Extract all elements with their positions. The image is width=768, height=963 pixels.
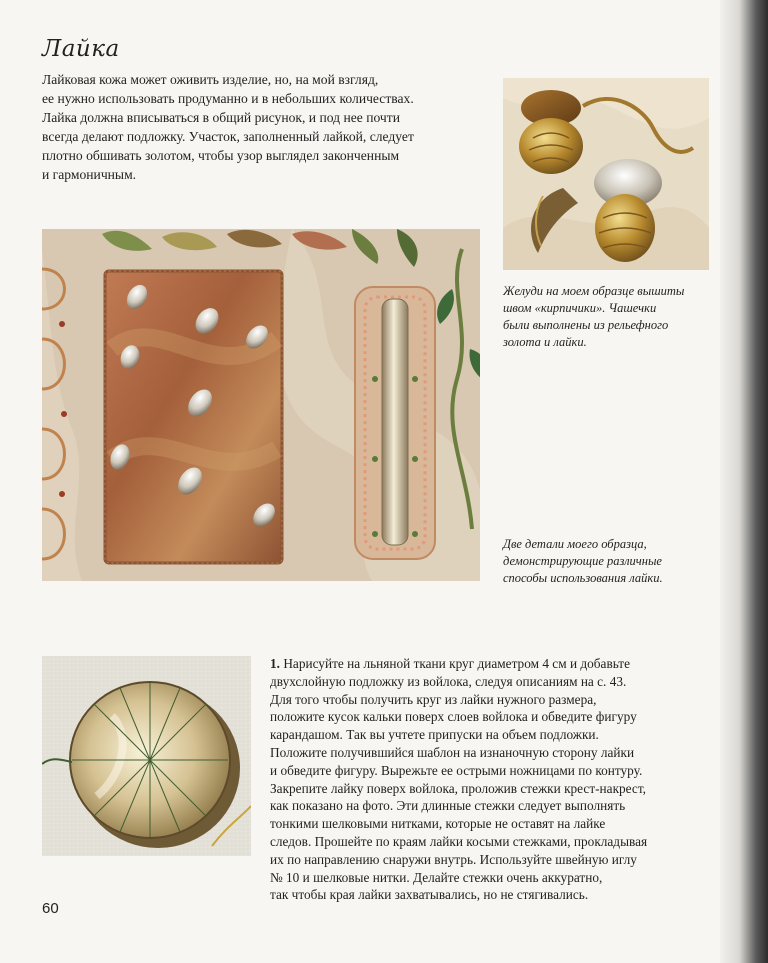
page-title: Лайка [42, 36, 120, 62]
step-line: № 10 и шелковые нитки. Делайте стежки очень аккуратно, [270, 869, 603, 885]
caption-line: золота и лайки. [503, 335, 587, 349]
intro-line: и гармоничным. [42, 167, 137, 182]
kid-leather-circle-illustration [42, 656, 251, 856]
step-line: двухслойную подложку из войлока, следуя описаниям на с. 43. [270, 673, 627, 689]
step-line: Нарисуйте на льняной ткани круг диаметром 4 см и добавьте [283, 656, 631, 671]
step-first-line [270, 655, 710, 673]
intro-line: Лайка должна вписываться в общий рисунок, и под нее почти [42, 110, 400, 125]
step-line: положите кусок кальки поверх слоев войлока и обведите фигуру [270, 709, 637, 725]
caption-line: способы использования лайки. [503, 571, 663, 585]
step-line: Закрепите лайку поверх войлока, проложив стежки крест-накрест, [270, 780, 646, 796]
step-line: карандашом. Так вы учтете припуски на объем подложки. [270, 727, 599, 743]
step-line: тонкими шелковыми нитками, которые не оставят на лайке [270, 816, 606, 832]
book-spine-shadow [720, 0, 768, 963]
acorns-caption [503, 283, 713, 351]
intro-paragraph [42, 70, 482, 184]
acorns-photo [503, 78, 709, 270]
intro-line: ее нужно использовать продуманно и в небольших количествах. [42, 91, 414, 106]
step-photo [42, 656, 251, 856]
step-line: как показано на фото. Эти длинные стежки следует выполнять [270, 798, 626, 814]
step-1-text [270, 655, 710, 904]
step-line: Положите получившийся шаблон на изнаночную сторону лайки [270, 744, 635, 760]
sample-caption [503, 536, 713, 587]
caption-line: Желуди на моем образце вышиты [503, 284, 685, 298]
caption-line: швом «кирпичики». Чашечки [503, 301, 657, 315]
step-line: их по направлению снаружи внутрь. Используйте швейную иглу [270, 851, 637, 867]
sample-illustration [42, 229, 480, 581]
sample-photo [42, 229, 480, 581]
step-number: 1. [270, 656, 280, 671]
intro-line: всегда делают подложку. Участок, заполненный лайкой, следует [42, 129, 414, 144]
acorns-illustration [503, 78, 709, 270]
caption-line: Две детали моего образца, [503, 537, 647, 551]
step-line: Для того чтобы получить круг из лайки нужного размера, [270, 691, 597, 707]
step-line: следов. Прошейте по краям лайки косыми стежками, прокладывая [270, 833, 648, 849]
intro-line: плотно обшивать золотом, чтобы узор выглядел законченным [42, 148, 400, 163]
caption-line: были выполнены из рельефного [503, 318, 669, 332]
step-line: так чтобы края лайки захватывались, но не стягивались. [270, 887, 589, 903]
intro-line: Лайковая кожа может оживить изделие, но, на мой взгляд, [42, 72, 379, 87]
caption-line: демонстрирующие различные [503, 554, 662, 568]
page-number: 60 [42, 900, 59, 917]
step-line: и обведите фигуру. Вырежьте ее острыми ножницами по контуру. [270, 762, 643, 778]
